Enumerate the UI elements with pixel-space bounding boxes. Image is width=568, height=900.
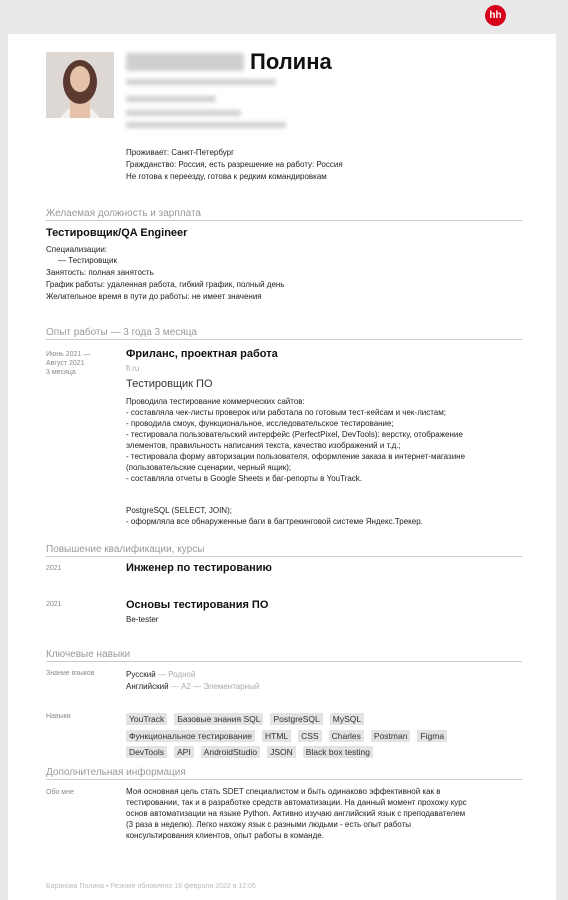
skill-tag: JSON bbox=[267, 746, 296, 758]
skill-tag: AndroidStudio bbox=[201, 746, 260, 758]
skills-row-3 bbox=[126, 742, 546, 763]
section-title-courses: Повышение квалификации, курсы bbox=[46, 544, 205, 555]
language-english: Английский — A2 — Элементарный bbox=[126, 682, 260, 691]
blurred-info bbox=[126, 110, 241, 116]
about-text bbox=[126, 786, 546, 841]
divider bbox=[46, 339, 522, 340]
candidate-name: Полина bbox=[250, 49, 332, 74]
description-line: - составляла чек-листы проверок или работала по готовым тест-кейсам и чек-листам; bbox=[126, 408, 446, 417]
description-line: - тестировала форму авторизации пользователя, оформление заказа в интернет-магазине bbox=[126, 452, 466, 461]
employment: Занятость: полная занятость bbox=[46, 268, 154, 277]
travel-time: Желательное время в пути до работы: не имеет значения bbox=[46, 292, 262, 301]
experience-period: Июнь 2021 — Август 2021 3 месяца bbox=[46, 351, 91, 376]
hh-logo[interactable]: hh bbox=[485, 5, 506, 26]
skill-tag: HTML bbox=[262, 730, 291, 742]
blurred-info bbox=[126, 79, 276, 85]
profile-photo bbox=[46, 52, 114, 118]
course-title: Основы тестирования ПО bbox=[126, 599, 269, 611]
about-line: Моя основная цель стать SDET специалистом и быть одинаково эффективной как в bbox=[126, 787, 441, 796]
section-title-skills: Ключевые навыки bbox=[46, 649, 131, 660]
skill-tag: Postman bbox=[371, 730, 411, 742]
about-line: тестировании, так и в разработке средств автоматизации. На данный момент прохожу курс bbox=[126, 798, 467, 807]
resume-page bbox=[8, 34, 556, 900]
job-description-extra bbox=[126, 505, 546, 527]
skill-tag: MySQL bbox=[330, 713, 364, 725]
skill-tag: Black box testing bbox=[303, 746, 373, 758]
description-line: (пользовательские сценарии, черный ящик); bbox=[126, 463, 292, 472]
job-role: Тестировщик ПО bbox=[126, 378, 213, 390]
about-line: (3 раза в неделю). Легко нахожу язык с разными людьми - есть опыт работы bbox=[126, 820, 411, 829]
about-line: консультирования клиентов, опыт работы в команде. bbox=[126, 831, 324, 840]
skill-tag: YouTrack bbox=[126, 713, 167, 725]
blurred-surname bbox=[126, 53, 244, 71]
description-line: PostgreSQL (SELECT, JOIN); bbox=[126, 506, 232, 515]
course-year: 2021 bbox=[46, 565, 62, 572]
relocation: Не готова к переезду, готова к редким командировкам bbox=[126, 172, 327, 181]
skill-tag: DevTools bbox=[126, 746, 167, 758]
description-line: элементов, правильность написания текста, качество изображений и т.д.; bbox=[126, 441, 401, 450]
company-site[interactable]: fl.ru bbox=[126, 364, 140, 373]
languages-label: Знание языков bbox=[46, 670, 95, 677]
skill-tag: API bbox=[174, 746, 194, 758]
specializations-label: Специализации: bbox=[46, 245, 108, 254]
skills-label: Навыки bbox=[46, 713, 71, 720]
skill-tag: CSS bbox=[298, 730, 321, 742]
about-line: основ автоматизации на языке Python. Активно изучаю английский язык с преподавателем bbox=[126, 809, 466, 818]
divider bbox=[46, 661, 522, 662]
course-title: Инженер по тестированию bbox=[126, 562, 272, 574]
course-org: Be-tester bbox=[126, 615, 159, 624]
language-russian: Русский — Родной bbox=[126, 670, 196, 679]
location: Проживает: Санкт-Петербург bbox=[126, 148, 235, 157]
blurred-info bbox=[126, 122, 286, 128]
skill-tag: PostgreSQL bbox=[270, 713, 322, 725]
description-line: - проводила смоук, функциональное, исследовательское тестирование; bbox=[126, 419, 394, 428]
specialization-item: — Тестировщик bbox=[58, 256, 117, 265]
company-name: Фриланс, проектная работа bbox=[126, 348, 278, 360]
citizenship: Гражданство: Россия, есть разрешение на работу: Россия bbox=[126, 160, 343, 169]
skill-tag: Figma bbox=[417, 730, 447, 742]
description-line: - оформляла все обнаруженные баги в багтрекинговой системе Яндекс.Трекер. bbox=[126, 517, 423, 526]
skill-tag: Функциональное тестирование bbox=[126, 730, 255, 742]
about-label: Обо мне bbox=[46, 789, 74, 796]
profile-photo-illustration bbox=[46, 52, 114, 118]
section-title-experience: Опыт работы — 3 года 3 месяца bbox=[46, 327, 198, 338]
job-description bbox=[126, 396, 546, 484]
schedule: График работы: удаленная работа, гибкий график, полный день bbox=[46, 280, 285, 289]
description-line: - тестировала пользовательский интерфейс (PerfectPixel, DevTools): верстку, отображение bbox=[126, 430, 463, 439]
blurred-info bbox=[126, 96, 216, 102]
course-year: 2021 bbox=[46, 601, 62, 608]
divider bbox=[46, 556, 522, 557]
section-title-additional: Дополнительная информация bbox=[46, 767, 186, 778]
desired-position: Тестировщик/QA Engineer bbox=[46, 227, 188, 239]
section-title-position: Желаемая должность и зарплата bbox=[46, 208, 201, 219]
footer-updated: Баранова Полина • Резюме обновлено 16 февраля 2022 в 12:05 bbox=[46, 883, 256, 890]
description-line: Проводила тестирование коммерческих сайтов: bbox=[126, 397, 305, 406]
top-bar bbox=[0, 0, 568, 30]
description-line: - составляла отчеты в Google Sheets и баг-репорты в YouTrack. bbox=[126, 474, 363, 483]
divider bbox=[46, 779, 522, 780]
divider bbox=[46, 220, 522, 221]
skill-tag: Charles bbox=[329, 730, 364, 742]
skill-tag: Базовые знания SQL bbox=[174, 713, 263, 725]
